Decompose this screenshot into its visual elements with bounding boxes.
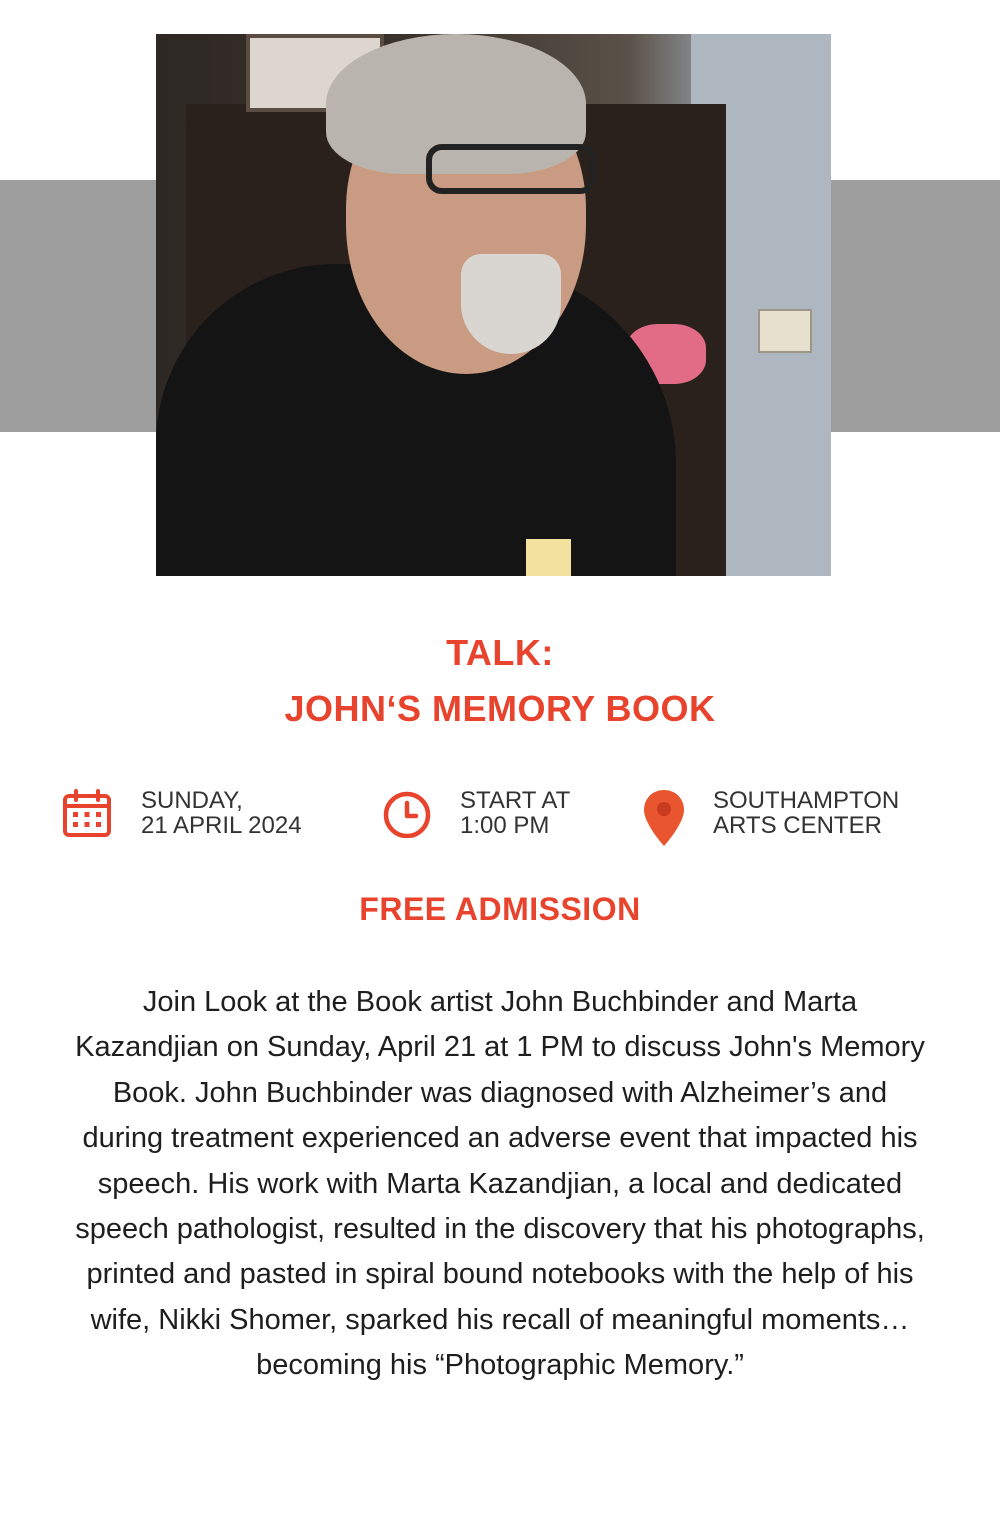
- event-type: TALK:: [446, 632, 554, 673]
- event-date: [62, 788, 332, 848]
- event-name: JOHN‘S MEMORY BOOK: [284, 688, 716, 729]
- map-pin-icon: [642, 788, 686, 850]
- event-title: [0, 625, 1000, 737]
- location-venue: ARTS CENTER: [713, 812, 882, 839]
- time-value: 1:00 PM: [460, 812, 550, 839]
- date-full: 21 APRIL 2024: [141, 812, 302, 839]
- date-weekday: SUNDAY,: [141, 787, 243, 814]
- time-label: START AT: [460, 787, 571, 814]
- event-time: [382, 788, 602, 848]
- event-location: [642, 788, 942, 848]
- location-name: SOUTHAMPTON: [713, 787, 900, 814]
- event-description: Join Look at the Book artist John Buchbinder and Marta Kazandjian on Sunday, April 21 at 1 PM to discuss John's Memory Book. John Buchbinder was diagnosed with Alzheimer’s and during treatment experienced an adverse event that impacted his speech. His work with Marta Kazandjian, a local and dedicated speech pathologist, resulted in the discovery that his photographs, printed and pasted in spiral bound notebooks with the help of his wife, Nikki Shomer, sparked his recall of meaningful moments…becoming his “Photographic Memory.”: [75, 986, 925, 1382]
- admission-label: FREE ADMISSION: [359, 891, 641, 927]
- clock-icon: [382, 788, 432, 838]
- calendar-icon: [62, 788, 112, 838]
- speaker-photo: [156, 34, 831, 576]
